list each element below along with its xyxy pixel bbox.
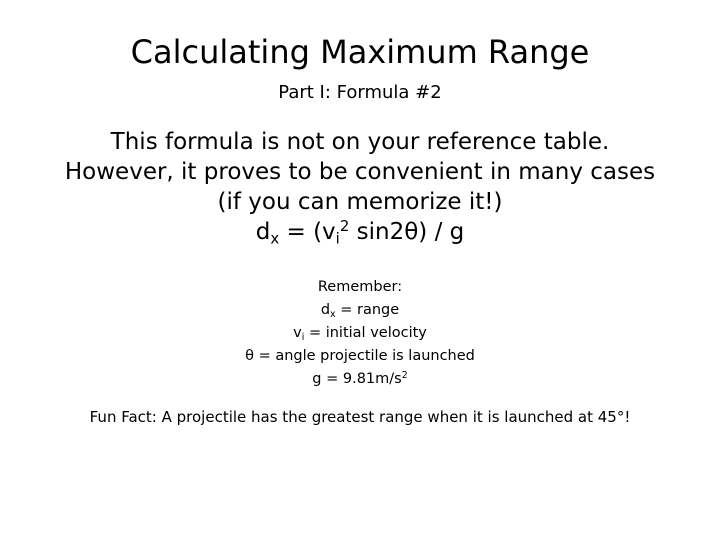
remember-dx: [0, 299, 720, 322]
remember-g-superscript: 2: [401, 369, 408, 381]
range-formula: [0, 217, 720, 247]
body-line-1: This formula is not on your reference table.: [110, 129, 610, 155]
formula-v-subscript: i: [335, 229, 340, 248]
formula-square: 2: [339, 216, 350, 235]
formula-rhs: sin2θ) / g: [349, 219, 465, 245]
remember-dx-text: = range: [335, 302, 400, 318]
body-line-2: However, it proves to be convenient in many cases: [64, 159, 656, 185]
remember-g-text: g = 9.81m/s: [312, 371, 402, 387]
remember-vi-text: = initial velocity: [304, 325, 427, 341]
remember-vi-base: v: [293, 325, 302, 341]
fun-fact: Fun Fact: A projectile has the greatest range when it is launched at 45°!: [89, 408, 631, 426]
body-line-3: (if you can memorize it!): [217, 189, 503, 215]
remember-g: [0, 368, 720, 391]
remember-vi: [0, 322, 720, 345]
formula-d-subscript: x: [270, 229, 280, 248]
slide-subtitle: Part I: Formula #2: [278, 82, 442, 103]
remember-heading: Remember:: [317, 279, 403, 295]
body-text: [0, 127, 720, 247]
remember-theta: θ = angle projectile is launched: [245, 348, 475, 364]
remember-block: [0, 276, 720, 391]
slide-title: Calculating Maximum Range: [130, 33, 590, 71]
remember-dx-base: d: [320, 302, 331, 318]
formula-d: d: [255, 219, 271, 245]
formula-equals-v: = (v: [279, 219, 336, 245]
remember-dx-subscript: x: [330, 308, 336, 320]
remember-vi-subscript: i: [301, 331, 305, 343]
